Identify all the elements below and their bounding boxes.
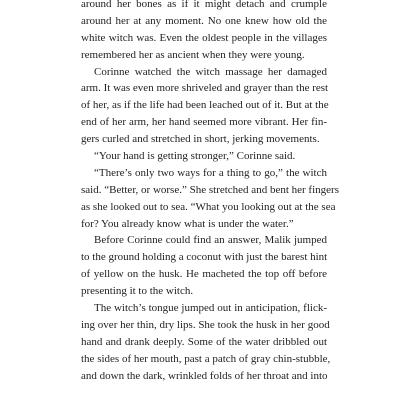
text-line: hand and drank deeply. Some of the water dribbled out [81,335,327,348]
text-line: of her, as if the life had been leached out of it. But at the [81,99,329,112]
text-line: of yellow on the husk. He macheted the top off before [81,268,327,281]
text-line: the sides of her mouth, past a patch of gray chin-stubble, [81,352,331,365]
text-line: arm. It was even more shriveled and grayer than the rest [81,82,329,95]
text-line: ing over her thin, dry lips. She took the husk in her good [81,318,330,331]
text-line: around her bones as if it might detach and crumple [81,0,327,10]
text-line: and down the dark, wrinkled folds of her throat and into [81,369,328,382]
text-line: “There’s only two ways for a thing to go,” the witch [94,166,327,179]
text-line: The witch’s tongue jumped out in anticipation, flick- [94,302,327,315]
text-line: presenting it to the witch. [81,285,194,298]
text-line: to the ground holding a coconut with just the barest hint [81,251,328,264]
text-line: around her at any moment. No one knew how old the [81,14,327,27]
text-line: Before Corinne could find an answer, Malik jumped [94,234,327,247]
text-line: gers curled and stretched in short, jerking movements. [81,133,320,146]
text-line: said. “Better, or worse.” She stretched and bent her fingers [81,183,339,196]
text-line: remembered her as ancient when they were young. [81,48,305,61]
text-line: end of her arm, her hand seemed more vibrant. Her fin- [81,116,327,129]
text-line: for? You already know what is under the water.” [81,217,294,230]
body-text [81,0,339,384]
text-line: Corinne watched the witch massage her damaged [94,65,327,78]
text-line: as she looked out to sea. “What you looking out at the sea [81,200,336,213]
text-line: white witch was. Even the oldest people in the villages [81,31,327,44]
text-line: “Your hand is getting stronger,” Corinne said. [94,150,296,163]
